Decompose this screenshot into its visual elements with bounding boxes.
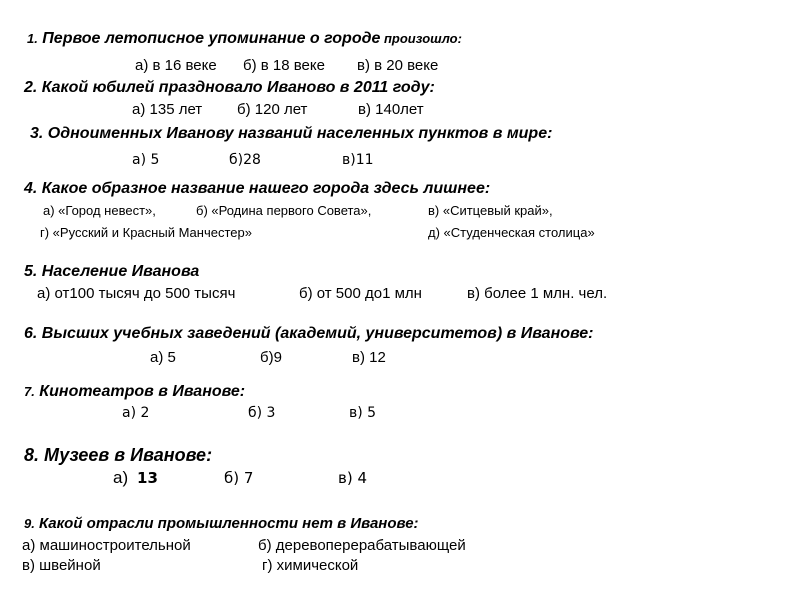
question-8-option-a-value: 13 [137,469,158,487]
question-1-option-c: в) в 20 веке [357,57,439,74]
question-2-option-c: в) 140лет [358,101,424,118]
question-1-option-a: а) в 16 веке [135,57,217,74]
question-9-option-b: б) деревоперерабатывающей [258,537,466,554]
question-6-option-a: а) 5 [150,349,176,366]
question-7-text: Кинотеатров в Иванове: [34,383,246,400]
question-2-option-b: б) 120 лет [237,101,308,118]
question-1 [27,31,462,47]
question-1-text: Первое летописное упоминание о городе [37,30,381,47]
question-6-text: 6. Высших учебных заведений (академий, университетов) в Иванове: [24,325,594,342]
question-9-number: 9. [24,516,35,531]
question-5-option-a: а) от100 тысяч до 500 тысяч [37,285,236,302]
question-7-option-a: а) 2 [122,405,150,421]
question-4-option-d: г) «Русский и Красный Манчестер» [40,225,252,240]
question-4-option-b: б) «Родина первого Совета», [196,203,372,218]
question-7-option-c: в) 5 [349,405,377,421]
question-1-number: 1. [27,31,38,46]
question-2-text: 2. Какой юбилей праздновало Иваново в 2011 году: [24,79,435,96]
question-5-text: 5. Население Иванова [24,263,200,280]
question-1-text-tail: произошло: [380,31,462,46]
question-3-option-b: б)28 [229,152,261,168]
question-4-option-a: а) «Город невест», [43,203,156,218]
question-9-text: Какой отрасли промышленности нет в Иванове: [34,515,419,532]
question-4-text: 4. Какое образное название нашего города здесь лишнее: [24,180,491,197]
question-9-option-c: в) швейной [22,557,101,574]
question-7 [24,384,245,400]
question-6-option-c: в) 12 [352,349,386,366]
question-9-option-d: г) химической [262,557,359,574]
question-2-option-a: а) 135 лет [132,101,203,118]
question-9-option-a: а) машиностроительной [22,537,191,554]
question-6-option-b: б)9 [260,349,282,366]
question-9 [24,516,419,532]
question-8-option-a [113,469,158,487]
question-4-option-c: в) «Ситцевый край», [428,203,553,218]
question-3-option-a: а) 5 [132,152,160,168]
question-8-option-b: б) 7 [224,469,254,487]
question-8-option-c: в) 4 [338,469,368,487]
question-7-number: 7. [24,384,35,399]
question-8-option-a-prefix: а) [113,468,129,487]
question-4-option-e: д) «Студенческая столица» [428,225,595,240]
question-7-option-b: б) 3 [248,405,276,421]
question-1-option-b: б) в 18 веке [243,57,325,74]
question-5-option-b: б) от 500 до1 млн [299,285,422,302]
question-3-option-c: в)11 [342,152,374,168]
question-5-option-c: в) более 1 млн. чел. [467,285,608,302]
question-3-text: 3. Одноименных Иванову названий населенных пунктов в мире: [30,125,553,142]
question-8-text: 8. Музеев в Иванове: [24,445,213,465]
